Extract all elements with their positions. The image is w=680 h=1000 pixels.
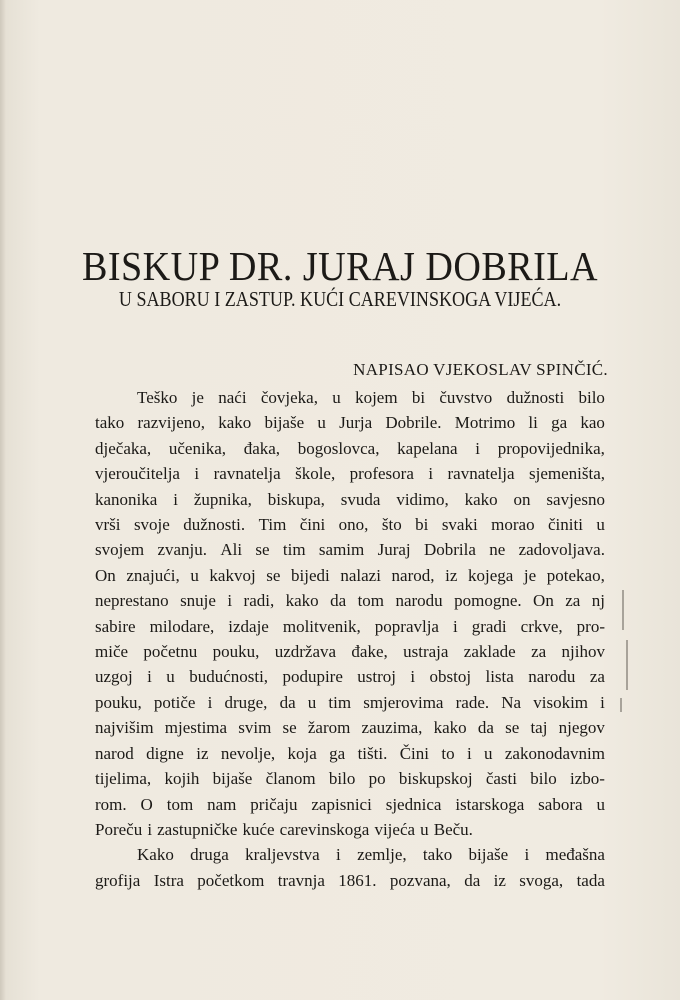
margin-pencil-mark: [622, 590, 624, 630]
text-line: pouku, potiče i druge, da u tim smjerovima rade. Na visokim i: [95, 692, 605, 712]
text-line: sabire milodare, izdaje molitvenik, popravlja i gradi crkve, pro-: [95, 616, 605, 636]
body-paragraphs: [95, 385, 605, 893]
text-line: najvišim mjestima svim se žarom zauzima, kako da se taj njegov: [95, 718, 605, 738]
text-line: tijelima, kojih bijaše članom bilo po biskupskoj časti bilo izbo-: [95, 769, 605, 789]
text-line: Poreču i zastupničke kuće carevinskoga vijeća u Beču.: [95, 819, 473, 839]
text-line: tako razvijeno, kako bijaše u Jurja Dobrile. Motrimo li ga kao: [95, 413, 605, 433]
text-line: Kako druga kraljevstva i zemlje, tako bijaše i međašna: [137, 845, 605, 865]
margin-pencil-mark: [626, 640, 628, 690]
text-line: neprestano snuje i radi, kako da tom narodu pomogne. On za nj: [95, 591, 605, 611]
text-line: svojem zvanju. Ali se tim samim Juraj Dobrila ne zadovoljava.: [95, 540, 605, 560]
text-line: miče početnu pouku, uzdržava đake, ustraja zaklade za njihov: [95, 642, 605, 662]
binding-edge: [0, 0, 6, 1000]
text-line: narod digne iz nevolje, koja ga tišti. Čini to i u zakonodavnim: [95, 743, 605, 763]
text-line: grofija Istra početkom travnja 1861. pozvana, da iz svoga, tada: [95, 870, 605, 890]
text-line: kanonika i župnika, biskupa, svuda vidimo, kako on savjesno: [95, 489, 605, 509]
text-line: dječaka, učenika, đaka, bogoslovca, kapelana i propovijednika,: [95, 438, 605, 458]
text-line: Teško je naći čovjeka, u kojem bi čuvstvo dužnosti bilo: [137, 388, 605, 407]
text-line: vjeroučitelja i ravnatelja škole, profesora i ravnatelja sjemeništa,: [95, 464, 605, 484]
page-subtitle: U SABORU I ZASTUP. KUĆI CAREVINSKOGA VIJEĆA.: [118, 287, 562, 311]
text-line: rom. O tom nam pričaju zapisnici sjednica istarskoga sabora u: [95, 794, 605, 814]
page-title: BISKUP DR. JURAJ DOBRILA: [81, 243, 599, 289]
margin-pencil-mark: [620, 698, 622, 712]
author-line: NAPISAO VJEKOSLAV SPINČIĆ.: [353, 360, 608, 379]
text-line: vrši svoje dužnosti. Tim čini ono, što bi svaki morao činiti u: [95, 515, 605, 535]
text-line: On znajući, u kakvoj se bijedi nalazi narod, iz kojega je potekao,: [95, 565, 605, 585]
text-line: uzgoj i u budućnosti, podupire ustroj i obstoj lista narodu za: [95, 667, 605, 687]
